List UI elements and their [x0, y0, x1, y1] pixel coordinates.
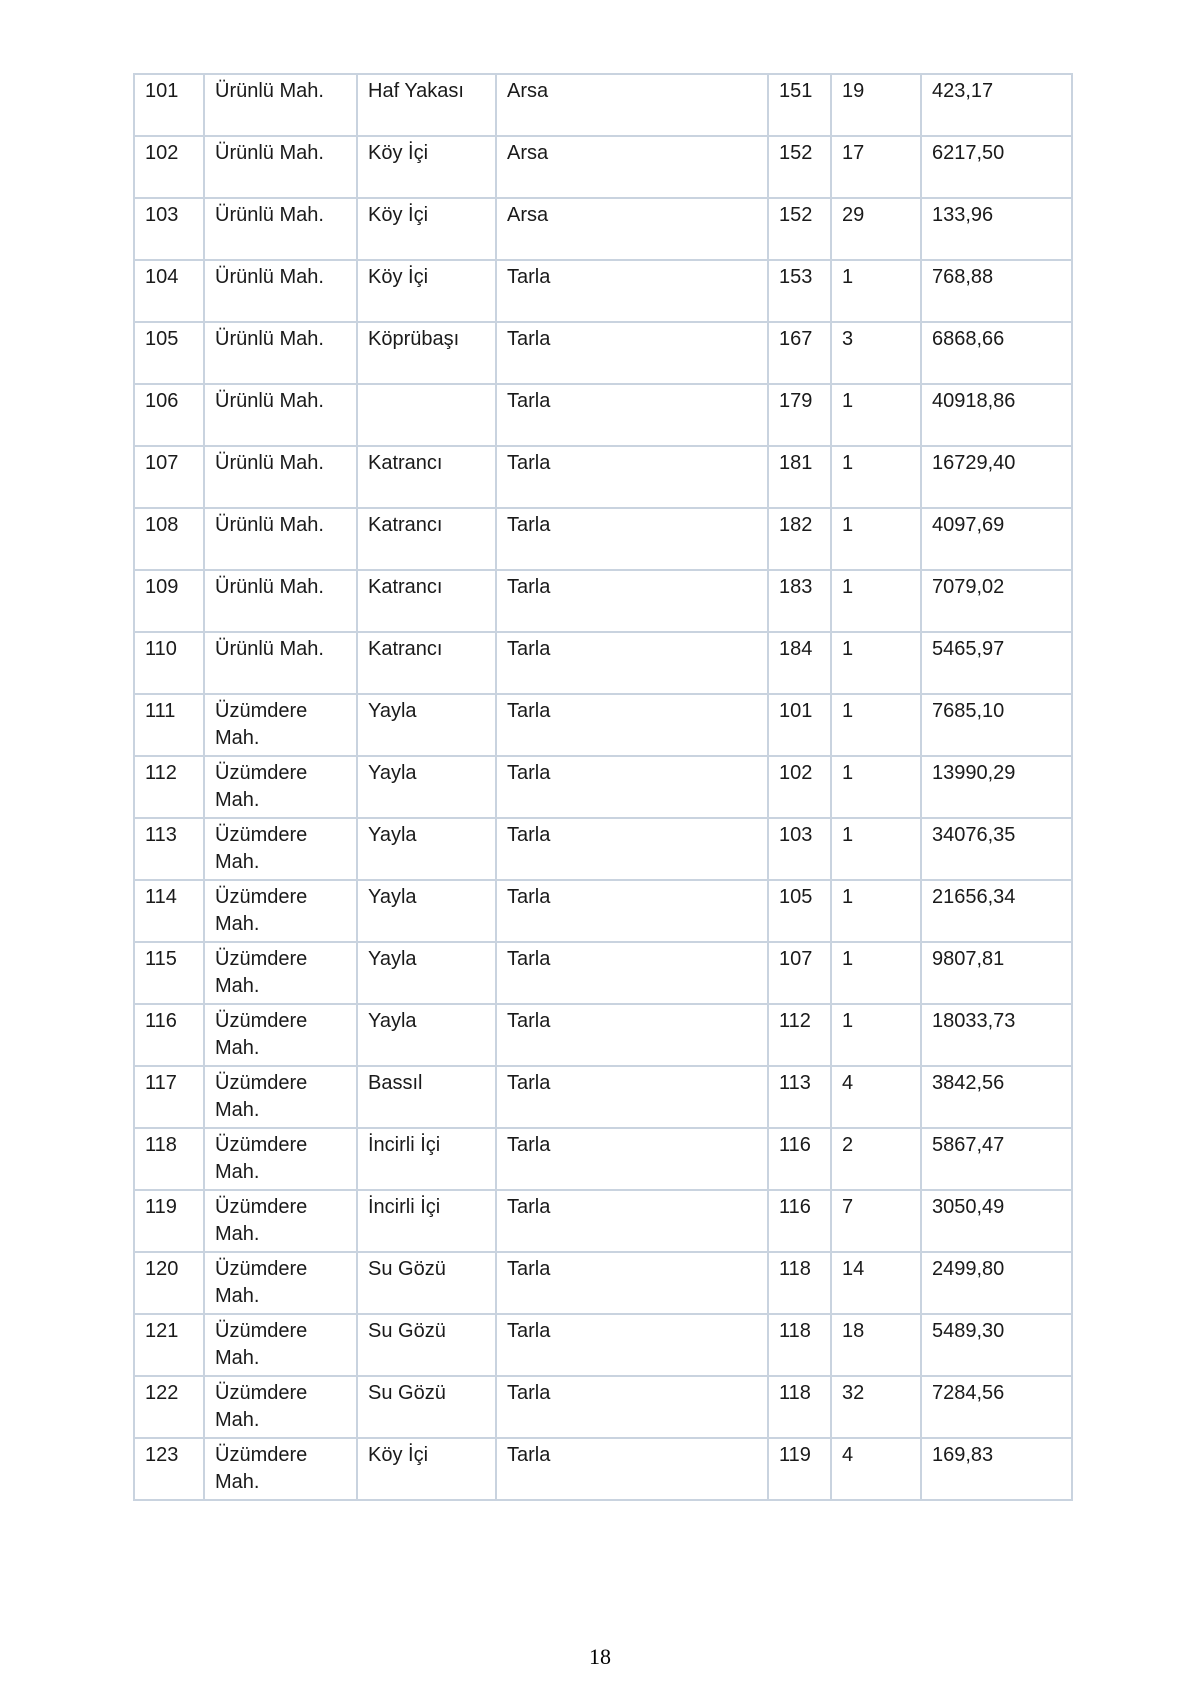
row-number-cell: 102	[134, 136, 204, 198]
land-type-cell: Tarla	[496, 1190, 768, 1252]
parcel-cell: 4	[831, 1066, 921, 1128]
land-type-cell: Tarla	[496, 1004, 768, 1066]
parcel-cell: 1	[831, 260, 921, 322]
row-number-cell: 122	[134, 1376, 204, 1438]
neighborhood-cell: Üzümdere Mah.	[204, 818, 357, 880]
neighborhood-cell: Üzümdere Mah.	[204, 1376, 357, 1438]
table-row	[134, 136, 1072, 198]
locality-cell: Köy İçi	[357, 198, 496, 260]
parcel-cell: 1	[831, 818, 921, 880]
row-number-cell: 112	[134, 756, 204, 818]
table-row	[134, 1066, 1072, 1128]
row-number-cell: 119	[134, 1190, 204, 1252]
area-cell: 21656,34	[921, 880, 1072, 942]
block-cell: 118	[768, 1252, 831, 1314]
area-cell: 34076,35	[921, 818, 1072, 880]
area-cell: 7685,10	[921, 694, 1072, 756]
land-type-cell: Arsa	[496, 74, 768, 136]
land-type-cell: Tarla	[496, 632, 768, 694]
area-cell: 7284,56	[921, 1376, 1072, 1438]
parcel-cell: 1	[831, 942, 921, 1004]
neighborhood-cell: Üzümdere Mah.	[204, 880, 357, 942]
locality-cell: Haf Yakası	[357, 74, 496, 136]
block-cell: 153	[768, 260, 831, 322]
area-cell: 18033,73	[921, 1004, 1072, 1066]
neighborhood-cell: Ürünlü Mah.	[204, 198, 357, 260]
parcel-cell: 1	[831, 1004, 921, 1066]
area-cell: 768,88	[921, 260, 1072, 322]
table-row	[134, 198, 1072, 260]
table-row	[134, 384, 1072, 446]
neighborhood-cell: Ürünlü Mah.	[204, 74, 357, 136]
row-number-cell: 109	[134, 570, 204, 632]
locality-cell: Bassıl	[357, 1066, 496, 1128]
neighborhood-cell: Ürünlü Mah.	[204, 446, 357, 508]
parcel-cell: 1	[831, 880, 921, 942]
locality-cell: Köy İçi	[357, 136, 496, 198]
table-row	[134, 1314, 1072, 1376]
block-cell: 112	[768, 1004, 831, 1066]
parcel-cell: 14	[831, 1252, 921, 1314]
row-number-cell: 115	[134, 942, 204, 1004]
area-cell: 5465,97	[921, 632, 1072, 694]
parcel-cell: 2	[831, 1128, 921, 1190]
block-cell: 113	[768, 1066, 831, 1128]
block-cell: 179	[768, 384, 831, 446]
block-cell: 118	[768, 1376, 831, 1438]
neighborhood-cell: Üzümdere Mah.	[204, 1066, 357, 1128]
row-number-cell: 110	[134, 632, 204, 694]
block-cell: 116	[768, 1128, 831, 1190]
table-row	[134, 260, 1072, 322]
parcel-cell: 1	[831, 570, 921, 632]
locality-cell: Su Gözü	[357, 1252, 496, 1314]
block-cell: 151	[768, 74, 831, 136]
table-row	[134, 1190, 1072, 1252]
table-row	[134, 1128, 1072, 1190]
neighborhood-cell: Üzümdere Mah.	[204, 1190, 357, 1252]
table-row	[134, 632, 1072, 694]
area-cell: 4097,69	[921, 508, 1072, 570]
block-cell: 167	[768, 322, 831, 384]
row-number-cell: 103	[134, 198, 204, 260]
block-cell: 183	[768, 570, 831, 632]
table-row	[134, 880, 1072, 942]
table-row	[134, 1252, 1072, 1314]
neighborhood-cell: Üzümdere Mah.	[204, 1252, 357, 1314]
table-row	[134, 1004, 1072, 1066]
row-number-cell: 104	[134, 260, 204, 322]
table-row	[134, 1438, 1072, 1500]
block-cell: 101	[768, 694, 831, 756]
parcel-cell: 1	[831, 384, 921, 446]
land-type-cell: Tarla	[496, 942, 768, 1004]
locality-cell: Katrancı	[357, 508, 496, 570]
land-type-cell: Arsa	[496, 136, 768, 198]
parcel-cell: 32	[831, 1376, 921, 1438]
land-type-cell: Tarla	[496, 694, 768, 756]
neighborhood-cell: Üzümdere Mah.	[204, 1314, 357, 1376]
land-type-cell: Tarla	[496, 1376, 768, 1438]
row-number-cell: 111	[134, 694, 204, 756]
row-number-cell: 118	[134, 1128, 204, 1190]
land-type-cell: Tarla	[496, 260, 768, 322]
block-cell: 102	[768, 756, 831, 818]
locality-cell: İncirli İçi	[357, 1190, 496, 1252]
neighborhood-cell: Üzümdere Mah.	[204, 942, 357, 1004]
block-cell: 107	[768, 942, 831, 1004]
locality-cell	[357, 384, 496, 446]
page-number: 18	[589, 1644, 611, 1669]
locality-cell: Katrancı	[357, 632, 496, 694]
parcel-cell: 4	[831, 1438, 921, 1500]
row-number-cell: 117	[134, 1066, 204, 1128]
parcel-table	[133, 73, 1073, 1501]
table-row	[134, 1376, 1072, 1438]
locality-cell: Köy İçi	[357, 260, 496, 322]
table-body	[134, 74, 1072, 1500]
land-type-cell: Tarla	[496, 756, 768, 818]
land-type-cell: Tarla	[496, 818, 768, 880]
area-cell: 5489,30	[921, 1314, 1072, 1376]
parcel-cell: 1	[831, 446, 921, 508]
locality-cell: Yayla	[357, 942, 496, 1004]
neighborhood-cell: Üzümdere Mah.	[204, 1004, 357, 1066]
parcel-cell: 3	[831, 322, 921, 384]
neighborhood-cell: Üzümdere Mah.	[204, 1128, 357, 1190]
parcel-cell: 19	[831, 74, 921, 136]
area-cell: 9807,81	[921, 942, 1072, 1004]
row-number-cell: 123	[134, 1438, 204, 1500]
neighborhood-cell: Ürünlü Mah.	[204, 508, 357, 570]
block-cell: 184	[768, 632, 831, 694]
row-number-cell: 101	[134, 74, 204, 136]
row-number-cell: 120	[134, 1252, 204, 1314]
land-type-cell: Tarla	[496, 1128, 768, 1190]
table-row	[134, 942, 1072, 1004]
parcel-cell: 1	[831, 694, 921, 756]
area-cell: 133,96	[921, 198, 1072, 260]
row-number-cell: 107	[134, 446, 204, 508]
locality-cell: Yayla	[357, 818, 496, 880]
neighborhood-cell: Ürünlü Mah.	[204, 570, 357, 632]
block-cell: 152	[768, 198, 831, 260]
land-type-cell: Arsa	[496, 198, 768, 260]
locality-cell: İncirli İçi	[357, 1128, 496, 1190]
area-cell: 6217,50	[921, 136, 1072, 198]
area-cell: 7079,02	[921, 570, 1072, 632]
parcel-cell: 1	[831, 756, 921, 818]
land-type-cell: Tarla	[496, 880, 768, 942]
locality-cell: Katrancı	[357, 570, 496, 632]
land-type-cell: Tarla	[496, 446, 768, 508]
area-cell: 169,83	[921, 1438, 1072, 1500]
row-number-cell: 108	[134, 508, 204, 570]
land-type-cell: Tarla	[496, 384, 768, 446]
land-type-cell: Tarla	[496, 322, 768, 384]
neighborhood-cell: Ürünlü Mah.	[204, 632, 357, 694]
area-cell: 423,17	[921, 74, 1072, 136]
row-number-cell: 121	[134, 1314, 204, 1376]
row-number-cell: 105	[134, 322, 204, 384]
area-cell: 3050,49	[921, 1190, 1072, 1252]
table-row	[134, 446, 1072, 508]
block-cell: 119	[768, 1438, 831, 1500]
neighborhood-cell: Ürünlü Mah.	[204, 136, 357, 198]
locality-cell: Su Gözü	[357, 1314, 496, 1376]
parcel-cell: 17	[831, 136, 921, 198]
locality-cell: Yayla	[357, 1004, 496, 1066]
parcel-cell: 1	[831, 632, 921, 694]
block-cell: 182	[768, 508, 831, 570]
block-cell: 103	[768, 818, 831, 880]
area-cell: 2499,80	[921, 1252, 1072, 1314]
parcel-cell: 7	[831, 1190, 921, 1252]
locality-cell: Köy İçi	[357, 1438, 496, 1500]
block-cell: 116	[768, 1190, 831, 1252]
table-row	[134, 570, 1072, 632]
area-cell: 16729,40	[921, 446, 1072, 508]
row-number-cell: 106	[134, 384, 204, 446]
parcel-cell: 18	[831, 1314, 921, 1376]
land-type-cell: Tarla	[496, 508, 768, 570]
block-cell: 152	[768, 136, 831, 198]
area-cell: 6868,66	[921, 322, 1072, 384]
row-number-cell: 116	[134, 1004, 204, 1066]
land-type-cell: Tarla	[496, 1438, 768, 1500]
locality-cell: Yayla	[357, 694, 496, 756]
area-cell: 5867,47	[921, 1128, 1072, 1190]
row-number-cell: 113	[134, 818, 204, 880]
neighborhood-cell: Üzümdere Mah.	[204, 756, 357, 818]
parcel-cell: 1	[831, 508, 921, 570]
area-cell: 13990,29	[921, 756, 1072, 818]
locality-cell: Katrancı	[357, 446, 496, 508]
table-row	[134, 508, 1072, 570]
neighborhood-cell: Ürünlü Mah.	[204, 384, 357, 446]
area-cell: 40918,86	[921, 384, 1072, 446]
table-row	[134, 694, 1072, 756]
locality-cell: Köprübaşı	[357, 322, 496, 384]
neighborhood-cell: Üzümdere Mah.	[204, 694, 357, 756]
row-number-cell: 114	[134, 880, 204, 942]
locality-cell: Su Gözü	[357, 1376, 496, 1438]
table-row	[134, 818, 1072, 880]
locality-cell: Yayla	[357, 756, 496, 818]
table-row	[134, 322, 1072, 384]
neighborhood-cell: Üzümdere Mah.	[204, 1438, 357, 1500]
parcel-cell: 29	[831, 198, 921, 260]
area-cell: 3842,56	[921, 1066, 1072, 1128]
land-type-cell: Tarla	[496, 1066, 768, 1128]
table-row	[134, 74, 1072, 136]
table-row	[134, 756, 1072, 818]
land-type-cell: Tarla	[496, 1314, 768, 1376]
land-type-cell: Tarla	[496, 1252, 768, 1314]
block-cell: 118	[768, 1314, 831, 1376]
block-cell: 181	[768, 446, 831, 508]
locality-cell: Yayla	[357, 880, 496, 942]
land-type-cell: Tarla	[496, 570, 768, 632]
block-cell: 105	[768, 880, 831, 942]
neighborhood-cell: Ürünlü Mah.	[204, 322, 357, 384]
neighborhood-cell: Ürünlü Mah.	[204, 260, 357, 322]
